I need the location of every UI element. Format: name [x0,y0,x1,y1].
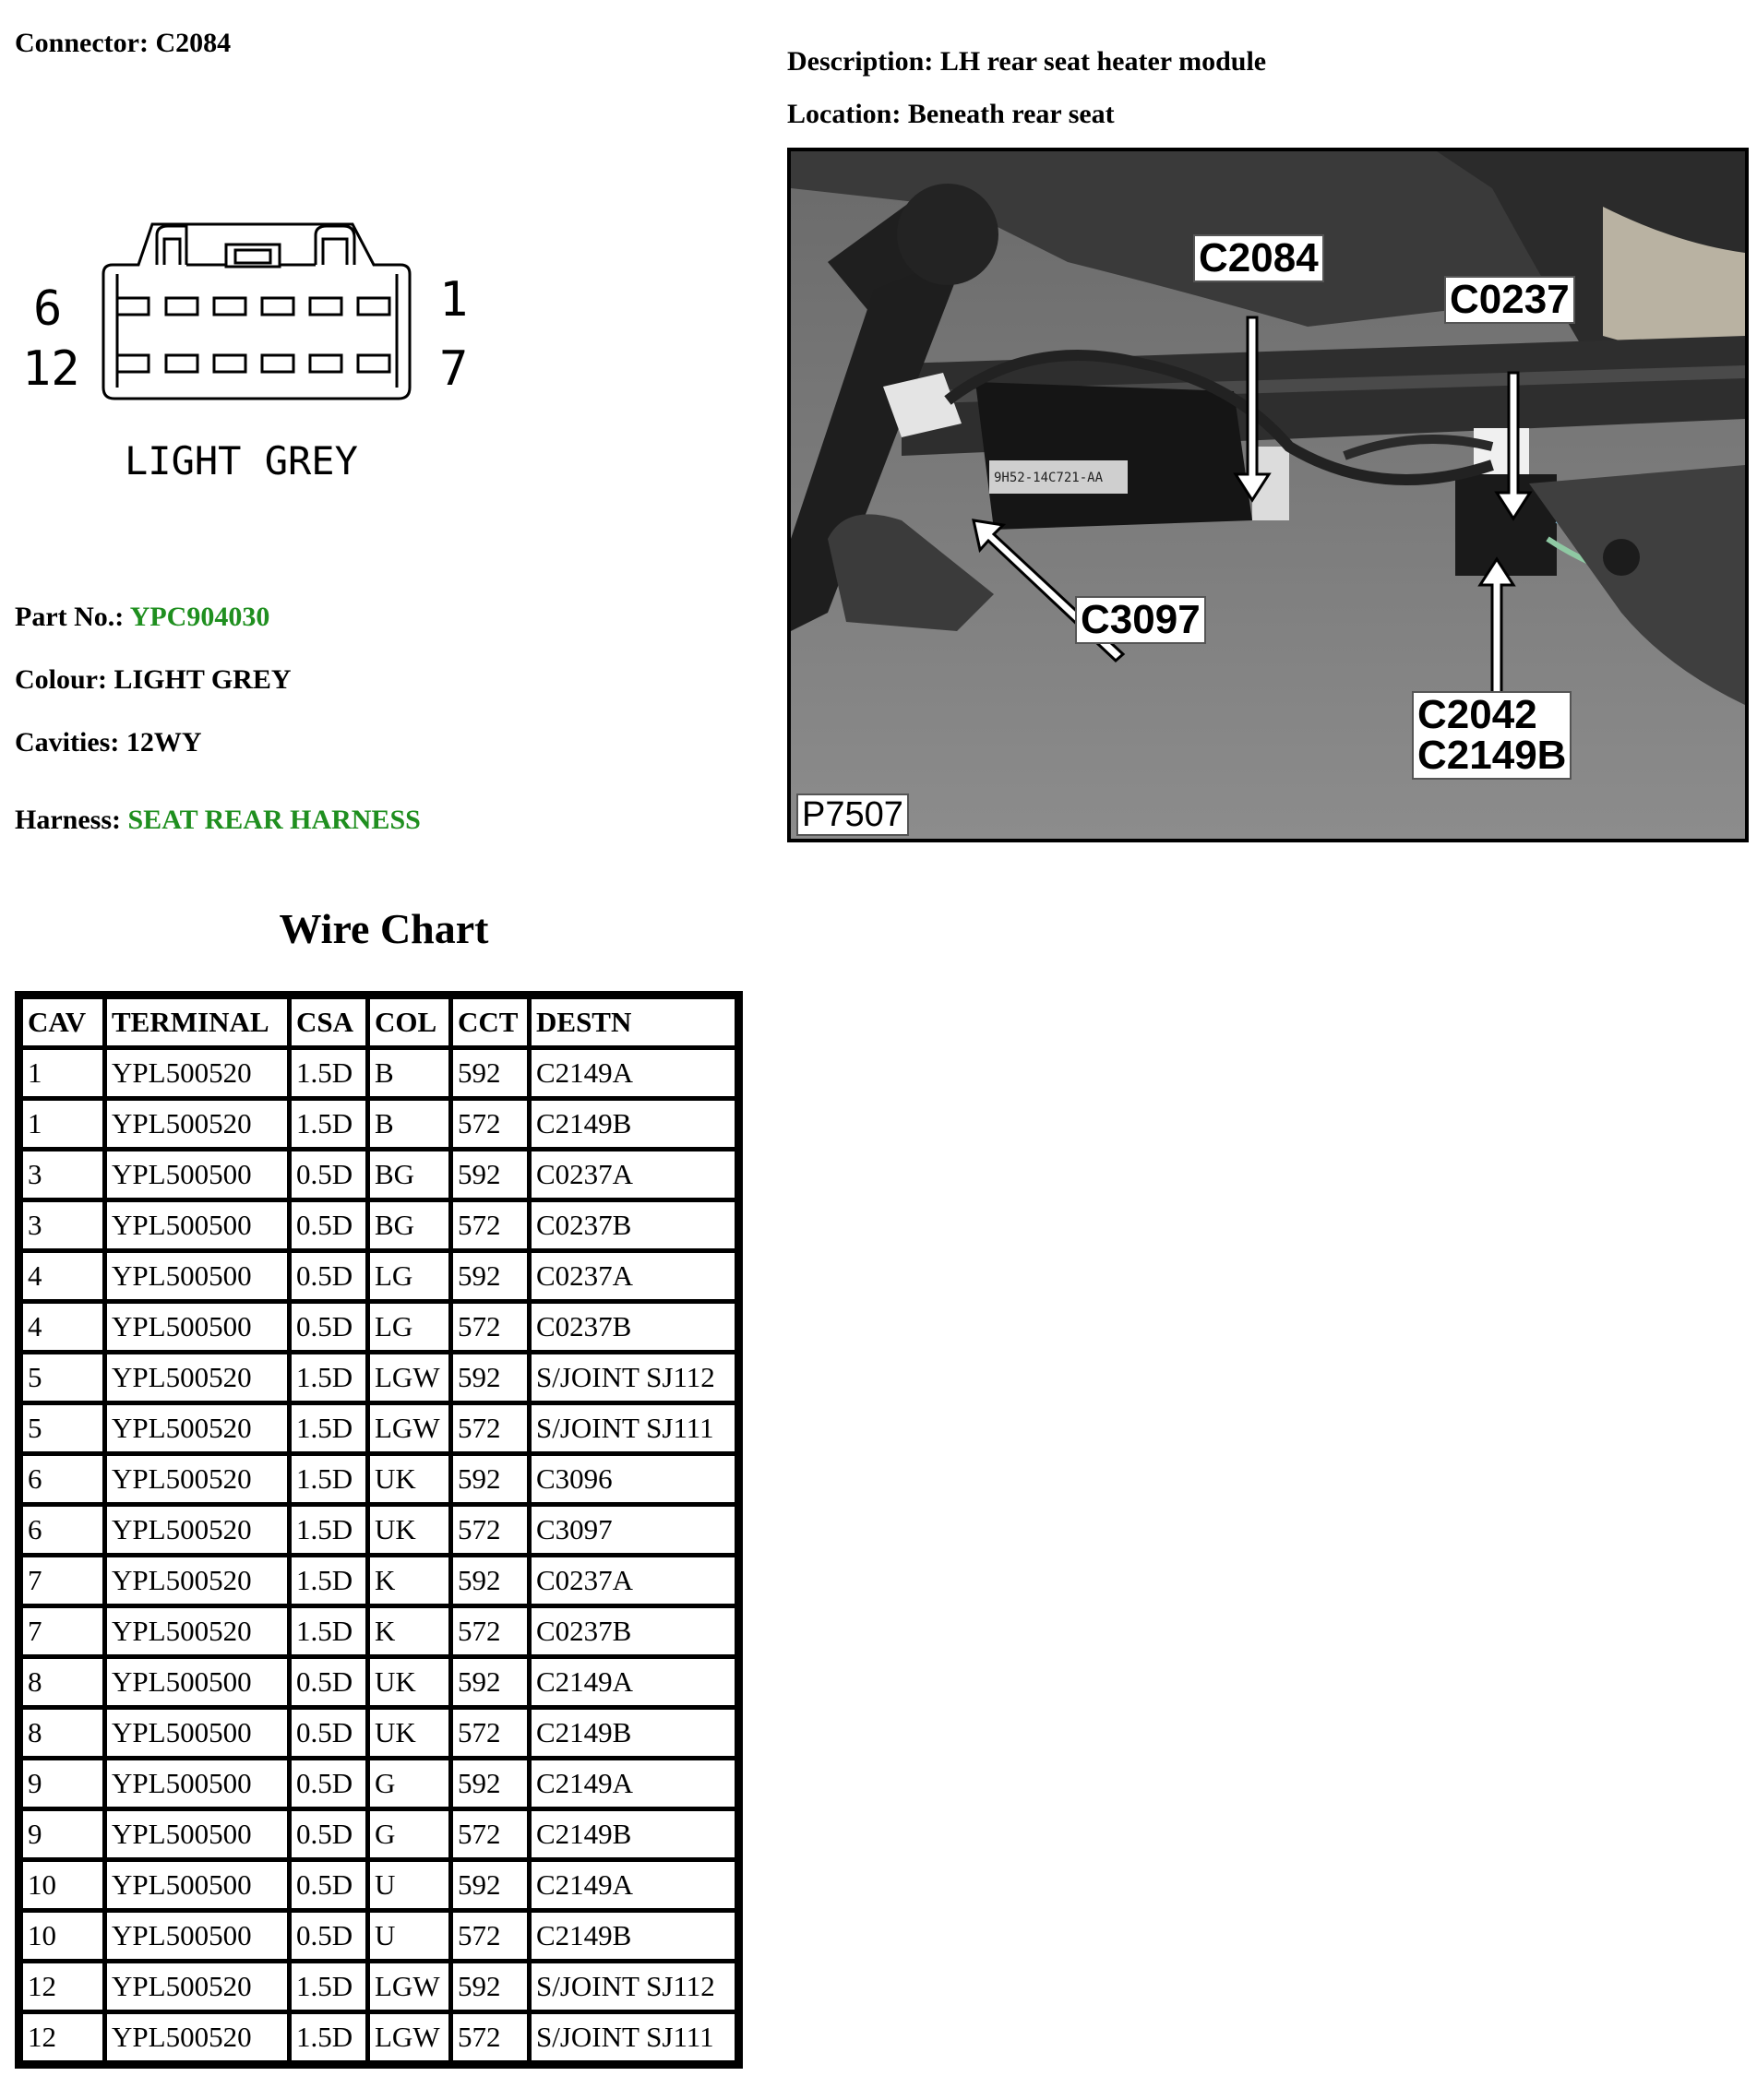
cell-terminal: YPL500500 [107,1304,287,1350]
cell-terminal: YPL500500 [107,1202,287,1248]
cell-terminal: YPL500520 [107,1963,287,2010]
table-row [23,1811,735,1857]
location-label: Location: [787,99,902,129]
cell-destn: C0237A [532,1557,735,1604]
cell-csa: 1.5D [292,1101,365,1147]
cell-cav: 12 [23,1963,102,2010]
cell-cav: 1 [23,1050,102,1096]
cell-col: G [370,1811,448,1857]
cell-col: LG [370,1304,448,1350]
cell-cct: 572 [453,1608,527,1654]
table-row [23,1456,735,1502]
callout-c0237: C0237 [1444,276,1575,324]
callout-c3097: C3097 [1075,596,1206,644]
cell-col: B [370,1101,448,1147]
connector-color-text: LIGHT GREY [125,438,358,483]
cell-cct: 592 [453,1760,527,1807]
cell-csa: 1.5D [292,1507,365,1553]
table-row [23,1354,735,1401]
cell-cct: 592 [453,1456,527,1502]
cell-csa: 0.5D [292,1304,365,1350]
header-cct: CCT [453,999,527,1045]
cell-col: U [370,1913,448,1959]
cell-destn: C2149A [532,1862,735,1908]
table-row [23,1862,735,1908]
cell-terminal: YPL500520 [107,1608,287,1654]
pin-number-1: 1 [439,272,469,328]
figure-id: P7507 [796,793,909,836]
cell-csa: 1.5D [292,1608,365,1654]
cell-col: U [370,1862,448,1908]
cell-cav: 3 [23,1151,102,1198]
cell-col: UK [370,1710,448,1756]
cell-cct: 592 [453,1253,527,1299]
colour-value: LIGHT GREY [114,664,292,695]
cell-csa: 1.5D [292,1050,365,1096]
cell-csa: 0.5D [292,1811,365,1857]
cell-col: UK [370,1456,448,1502]
part-no-link[interactable]: YPC904030 [129,602,270,632]
cell-destn: C3096 [532,1456,735,1502]
cell-cav: 4 [23,1253,102,1299]
cell-csa: 1.5D [292,2014,365,2060]
cell-terminal: YPL500500 [107,1253,287,1299]
cell-csa: 1.5D [292,1557,365,1604]
cell-cct: 592 [453,1557,527,1604]
wire-chart-title: Wire Chart [279,905,489,952]
cell-csa: 1.5D [292,1354,365,1401]
cell-cav: 4 [23,1304,102,1350]
cell-col: K [370,1608,448,1654]
cell-cav: 7 [23,1608,102,1654]
table-row [23,1963,735,2010]
cell-terminal: YPL500520 [107,1354,287,1401]
callout-c2149b: C2149B [1417,733,1567,778]
cell-cav: 10 [23,1913,102,1959]
module-label: 9H52-14C721-AA [994,471,1104,485]
cell-cct: 592 [453,1354,527,1401]
cell-cav: 6 [23,1456,102,1502]
header-col: COL [370,999,448,1045]
connector-face-diagram [18,208,480,512]
cell-col: LGW [370,1963,448,2010]
cell-destn: S/JOINT SJ112 [532,1354,735,1401]
connector-label: Connector: [15,28,149,58]
table-row [23,1253,735,1299]
cell-cav: 8 [23,1659,102,1705]
cell-cct: 572 [453,1405,527,1451]
cell-cav: 9 [23,1811,102,1857]
cell-csa: 0.5D [292,1913,365,1959]
cavity-row-top [117,298,389,315]
cavities-label: Cavities: [15,727,120,758]
cell-cct: 592 [453,1659,527,1705]
harness-line [15,805,421,836]
part-no-label: Part No.: [15,602,125,632]
cell-cav: 3 [23,1202,102,1248]
cavity-row-bottom [117,355,389,372]
harness-link[interactable]: SEAT REAR HARNESS [127,805,421,835]
cell-terminal: YPL500500 [107,1913,287,1959]
cavities-line [15,727,201,758]
cell-csa: 1.5D [292,1405,365,1451]
table-row [23,1659,735,1705]
cell-cct: 572 [453,1101,527,1147]
cell-cct: 592 [453,1151,527,1198]
cell-terminal: YPL500520 [107,1405,287,1451]
cell-destn: C0237B [532,1608,735,1654]
header-destn: DESTN [532,999,735,1045]
cell-col: BG [370,1151,448,1198]
cell-destn: S/JOINT SJ111 [532,2014,735,2060]
cell-destn: C2149A [532,1050,735,1096]
cell-cct: 572 [453,1304,527,1350]
cell-col: B [370,1050,448,1096]
cell-csa: 0.5D [292,1151,365,1198]
cell-csa: 0.5D [292,1202,365,1248]
pin-number-7: 7 [439,341,469,397]
cell-terminal: YPL500500 [107,1862,287,1908]
callout-c2042: C2042 [1417,692,1537,737]
pin-number-12: 12 [22,341,80,397]
cell-csa: 0.5D [292,1710,365,1756]
cell-csa: 1.5D [292,1963,365,2010]
cell-terminal: YPL500500 [107,1151,287,1198]
cell-terminal: YPL500500 [107,1811,287,1857]
callout-c2084: C2084 [1193,234,1324,282]
cell-csa: 1.5D [292,1456,365,1502]
cell-destn: C2149A [532,1659,735,1705]
table-row [23,1760,735,1807]
cell-csa: 0.5D [292,1659,365,1705]
cell-terminal: YPL500520 [107,1557,287,1604]
cell-destn: C2149B [532,1710,735,1756]
location-photo [787,148,1749,842]
location-value: Beneath rear seat [907,99,1115,129]
colour-line [15,664,292,696]
connector-value: C2084 [155,28,232,58]
cell-destn: C2149B [532,1811,735,1857]
cell-terminal: YPL500520 [107,1050,287,1096]
cell-cct: 592 [453,1862,527,1908]
cell-cav: 7 [23,1557,102,1604]
cell-cav: 9 [23,1760,102,1807]
cell-cct: 592 [453,1963,527,2010]
cell-col: G [370,1760,448,1807]
description-line [787,46,1266,78]
cell-destn: C0237A [532,1151,735,1198]
callout-c2042-c2149b [1412,691,1572,780]
table-row [23,1202,735,1248]
cell-terminal: YPL500500 [107,1760,287,1807]
cell-col: LGW [370,1405,448,1451]
description-label: Description: [787,46,934,77]
cell-cct: 572 [453,1507,527,1553]
cell-cct: 572 [453,1811,527,1857]
table-row [23,1050,735,1096]
table-row [23,1507,735,1553]
wire-chart-table [15,991,743,2069]
wire-chart-header-row [23,999,735,1045]
cell-col: LGW [370,2014,448,2060]
table-row [23,2014,735,2060]
cell-terminal: YPL500500 [107,1710,287,1756]
cell-col: K [370,1557,448,1604]
cell-destn: C2149B [532,1913,735,1959]
cell-cav: 5 [23,1405,102,1451]
cell-cav: 12 [23,2014,102,2060]
cell-destn: C2149A [532,1760,735,1807]
cavities-value: 12WY [126,727,202,758]
cell-destn: C2149B [532,1101,735,1147]
cell-cct: 572 [453,1710,527,1756]
cell-terminal: YPL500520 [107,1101,287,1147]
cell-terminal: YPL500520 [107,1456,287,1502]
header-csa: CSA [292,999,365,1045]
cell-csa: 0.5D [292,1862,365,1908]
cell-cct: 572 [453,1913,527,1959]
header-cav: CAV [23,999,102,1045]
harness-label: Harness: [15,805,121,835]
cell-csa: 0.5D [292,1760,365,1807]
cell-destn: S/JOINT SJ111 [532,1405,735,1451]
cell-destn: C3097 [532,1507,735,1553]
cell-csa: 0.5D [292,1253,365,1299]
cell-cav: 8 [23,1710,102,1756]
cell-cct: 592 [453,1050,527,1096]
cell-cav: 6 [23,1507,102,1553]
cell-col: LG [370,1253,448,1299]
table-row [23,1151,735,1198]
cell-terminal: YPL500520 [107,2014,287,2060]
table-row [23,1101,735,1147]
cell-col: UK [370,1507,448,1553]
location-line [787,99,1115,130]
cell-destn: C0237A [532,1253,735,1299]
cell-destn: C0237B [532,1304,735,1350]
pin-number-6: 6 [33,281,63,337]
table-row [23,1913,735,1959]
cell-cav: 1 [23,1101,102,1147]
cell-col: LGW [370,1354,448,1401]
description-value: LH rear seat heater module [939,46,1267,77]
cell-cav: 10 [23,1862,102,1908]
cell-cav: 5 [23,1354,102,1401]
cell-destn: C0237B [532,1202,735,1248]
cell-col: BG [370,1202,448,1248]
cell-terminal: YPL500500 [107,1659,287,1705]
table-row [23,1608,735,1654]
part-no-line [15,602,269,633]
colour-label: Colour: [15,664,107,695]
table-row [23,1405,735,1451]
table-row [23,1710,735,1756]
table-row [23,1557,735,1604]
cell-cct: 572 [453,2014,527,2060]
header-terminal: TERMINAL [107,999,287,1045]
cell-destn: S/JOINT SJ112 [532,1963,735,2010]
cell-terminal: YPL500520 [107,1507,287,1553]
connector-line [15,28,231,59]
table-row [23,1304,735,1350]
wire-chart-body [23,1050,735,2060]
cell-cct: 572 [453,1202,527,1248]
cell-col: UK [370,1659,448,1705]
